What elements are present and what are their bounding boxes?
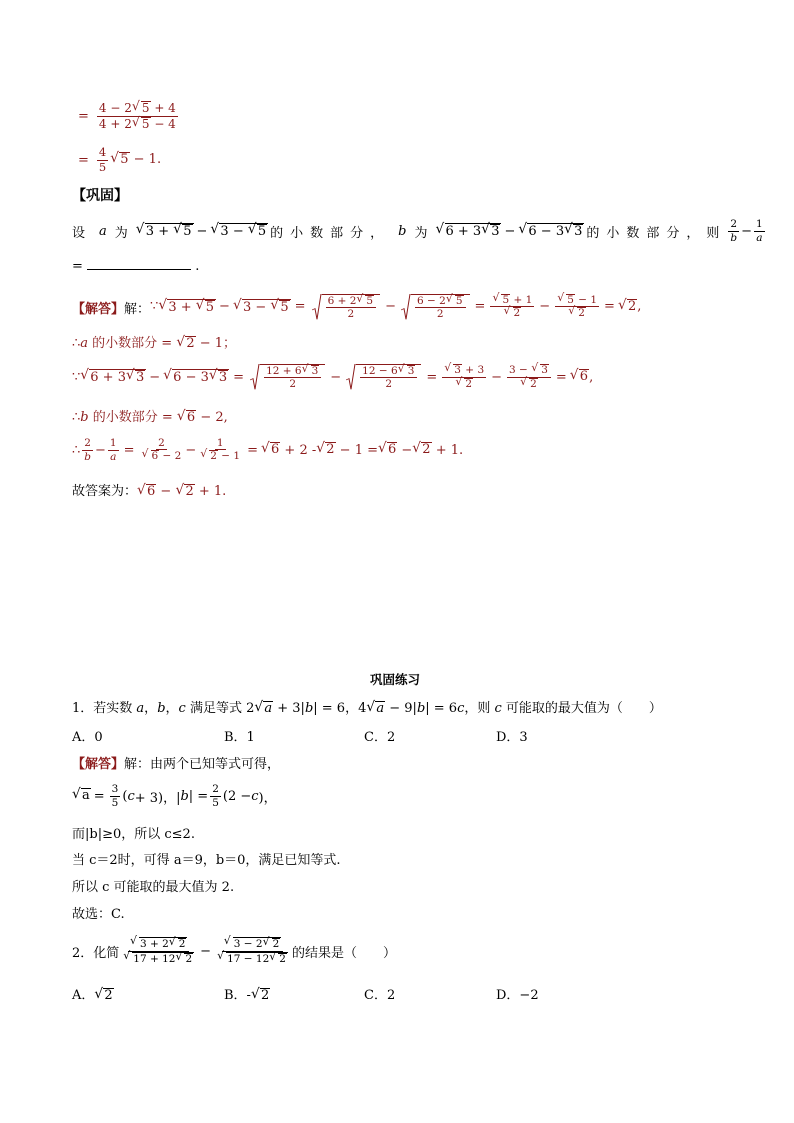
solution-cont-line2 [78,142,161,178]
q2-option-a[interactable]: A．√ 2 [72,984,114,1003]
fraction-numerator: 4 [98,145,107,160]
solution-tag: 【解答】 [72,301,125,317]
sqrt: √ 5 [132,101,151,116]
solution-label: 解： [124,301,151,317]
gonggu-heading: 【巩固】 [72,188,128,204]
q2-option-d[interactable]: D．−2 [496,988,539,1003]
practice-title: 巩固练习 [370,672,421,687]
solution-text: 解：由两个已知等式可得， [124,757,281,772]
q1-option-b[interactable]: B．1 [224,730,255,745]
q1-option-a[interactable]: A．0 [72,730,103,745]
fraction-denominator: 5 [98,159,107,174]
solution-line4: ∴b 的小数部分 = √ 6 − 2, [72,406,228,425]
expression-rest: √ 5 − 1. [110,152,161,167]
solution-cont-line1 [78,96,180,136]
solution-line3: ∵ √ 6 + 3√ 3 − √ 6 − 3√ 3 = $\frac{12 + 6√ 3}{2}$ − $\frac{12 - 6√ 3}{2}$ = √ 3 + 3 √ 2 − 3 − √ 3 √ 2 = √ 6 , [72,354,593,400]
q1-option-d[interactable]: D．3 [496,730,528,745]
q1-stem: 1．若实数 a，b，c 满足等式 2√ a + 3|b| = 6，4√ a − 9|b| = 6c，则 c 可能取的最大值为（ ） [72,697,662,716]
solution-tag: 【解答】 [72,757,125,772]
q2-stem: 2．化简 √ 3 + 2√ 2 √ 17 + 12√ 2 − √ 3 − 2√ 2 √ 17 − 12√ 2 的结果是（ ） [72,928,396,974]
period: . [195,259,200,274]
gonggu-problem-line1: 设 a 为 √ 3 + √ 5 − √ 3 − √ 5 的小数部分， b 为 √ 6 + 3√ 3 − √ 6 − 3√ 3 的小数部分，则 $\frac{2}{b}$ − $\frac{1}{a}$ [72,216,767,246]
equals-sign: = [78,108,89,124]
q1-option-c[interactable]: C．2 [364,730,396,745]
fraction [97,146,108,173]
q1-solution-line4: 当 c＝2时，可得 a＝9，b＝0，满足已知等式. [72,853,341,868]
equals-sign: = [78,152,89,168]
sqrt: √ 5 [132,117,151,132]
solution-line6: 故答案为：√ 6 − √ 2 + 1. [72,480,226,499]
q2-option-b[interactable]: B．-√ 2 [224,984,270,1003]
q2-option-c[interactable]: C．2 [364,988,396,1003]
q1-solution-line2: √ a = $\frac{3}{5}$ ( c + 3)，| b | = $\frac{2}{5}$ (2 − c )， [72,778,277,814]
q1-solution-line1 [72,753,280,772]
gonggu-problem-line2 [72,258,199,274]
fraction-denominator: 4 + 2√ 5 − 4 [97,117,178,132]
solution-line5: ∴ $\frac{2}{b}$ − $\frac{1}{a}$ = 2 √ 6 − 2 − 1 √ 2 − 1 = √ 6 + 2 - √ 2 − 1 = √ 6 − √ 2 + 1. [72,430,463,470]
q1-solution-line3: 而|b|≥0，所以 c≤2. [72,827,195,842]
fraction [97,101,178,132]
solution-line2: ∴a 的小数部分 = √ 2 − 1； [72,332,236,351]
solution-line1: 【解答】 解： ∵ √ 3 + √ 5 − √ 3 − √ 5 = $\frac{6 + 2√ 5}{2}$ − $\frac{6 - 2√ 5}{2}$ = √ 5 + 1 √ 2 − √ 5 − 1 √ 2 = √ 2 , [72,285,641,329]
q1-solution-line6: 故选：C. [72,907,125,922]
q1-solution-line5: 所以 c 可能取的最大值为 2. [72,880,235,895]
equals-sign: = [72,259,83,274]
answer-blank[interactable] [87,258,191,270]
fraction-numerator: 4 − 2√ 5 + 4 [97,101,178,117]
